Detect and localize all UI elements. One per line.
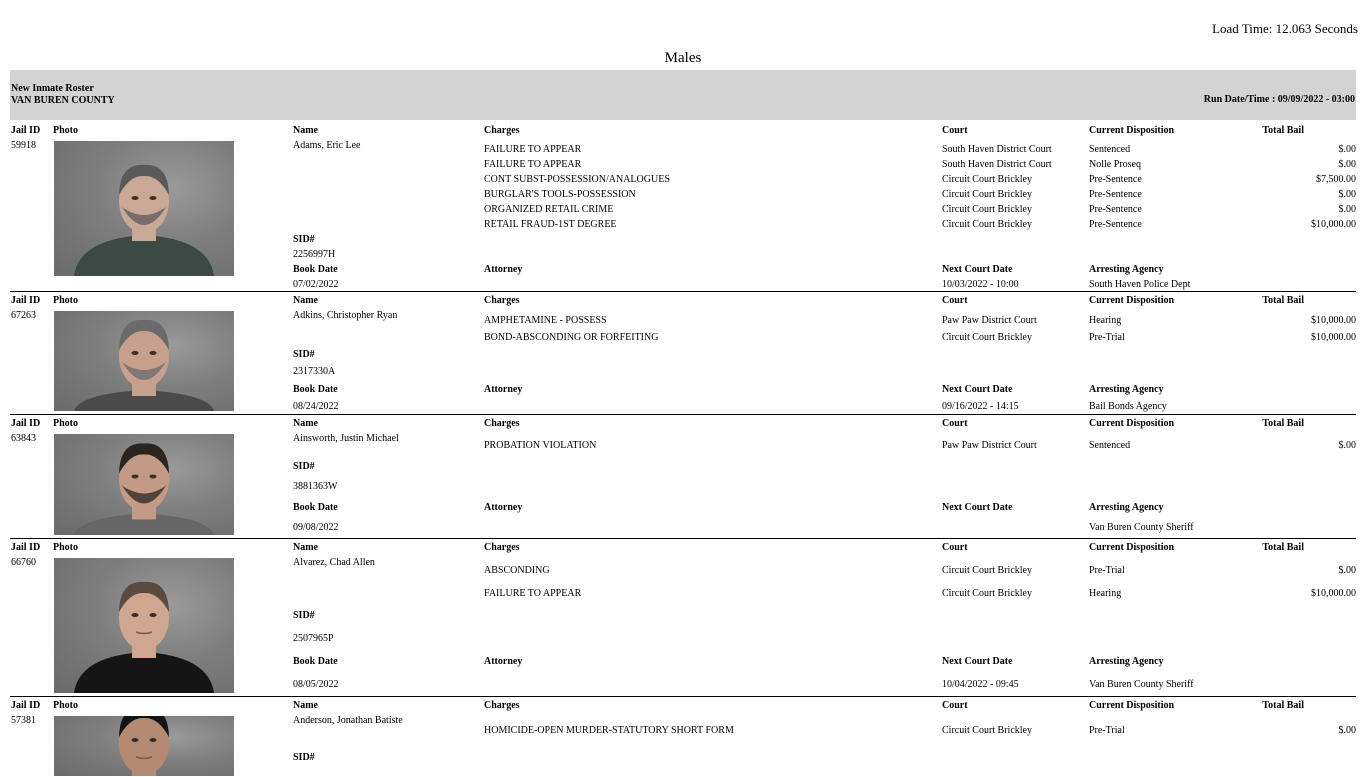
jail-id-header: Jail ID <box>11 418 41 429</box>
charges-header: Charges <box>484 700 520 711</box>
charge-court: Circuit Court Brickley <box>942 725 1032 736</box>
sid-header: SID# <box>293 752 315 763</box>
book-date-header: Book Date <box>293 384 338 395</box>
sid-number: 2507965P <box>293 633 334 644</box>
arresting-agency-header: Arresting Agency <box>1089 264 1164 275</box>
total-bail-header: Total Bail <box>1262 295 1304 306</box>
jail-id-header: Jail ID <box>11 295 41 306</box>
inmate-name: Alvarez, Chad Allen <box>293 557 375 568</box>
charge-description: CONT SUBST-POSSESSION/ANALOGUES <box>484 174 670 185</box>
charge-disposition: Pre-Sentence <box>1089 174 1142 185</box>
charge-description: ORGANIZED RETAIL CRIME <box>484 204 614 215</box>
photo-header: Photo <box>53 700 78 711</box>
charge-disposition: Pre-Sentence <box>1089 189 1142 200</box>
inmate-name: Adams, Eric Lee <box>293 140 361 151</box>
jail-id: 67263 <box>11 310 36 321</box>
attorney-header: Attorney <box>484 384 523 395</box>
arresting-agency-header: Arresting Agency <box>1089 384 1164 395</box>
inmate-record <box>10 292 1356 415</box>
photo-header: Photo <box>53 125 78 136</box>
charge-bail: $7,500.00 <box>1316 174 1356 185</box>
disposition-header: Current Disposition <box>1089 418 1175 429</box>
jail-id-header: Jail ID <box>11 542 41 553</box>
photo-header: Photo <box>53 418 78 429</box>
charge-court: Circuit Court Brickley <box>942 174 1032 185</box>
inmate-record <box>10 122 1356 292</box>
charge-disposition: Sentenced <box>1089 440 1131 451</box>
charge-disposition: Sentenced <box>1089 144 1131 155</box>
jail-id: 66760 <box>11 557 36 568</box>
charge-disposition: Hearing <box>1089 588 1122 599</box>
charges-header: Charges <box>484 125 520 136</box>
arresting-agency: Van Buren County Sheriff <box>1089 522 1194 533</box>
book-date-header: Book Date <box>293 264 338 275</box>
inmate-photo <box>54 434 234 535</box>
charge-bail: $.00 <box>1338 189 1356 200</box>
disposition-header: Current Disposition <box>1089 125 1175 136</box>
charge-description: BOND-ABSCONDING OR FORFEITING <box>484 332 659 343</box>
total-bail-header: Total Bail <box>1262 418 1304 429</box>
disposition-header: Current Disposition <box>1089 542 1175 553</box>
arresting-agency: Van Buren County Sheriff <box>1089 679 1194 690</box>
charges-header: Charges <box>484 542 520 553</box>
next-court-date-header: Next Court Date <box>942 384 1013 395</box>
name-header: Name <box>293 542 318 553</box>
next-court-date-header: Next Court Date <box>942 656 1013 667</box>
court-header: Court <box>942 700 968 711</box>
charge-description: FAILURE TO APPEAR <box>484 144 582 155</box>
charge-bail: $10,000.00 <box>1311 588 1356 599</box>
name-header: Name <box>293 418 318 429</box>
disposition-header: Current Disposition <box>1089 295 1175 306</box>
charge-description: PROBATION VIOLATION <box>484 440 597 451</box>
charges-header: Charges <box>484 418 520 429</box>
charge-court: Paw Paw District Court <box>942 440 1037 451</box>
photo-header: Photo <box>53 295 78 306</box>
charge-description: FAILURE TO APPEAR <box>484 159 582 170</box>
arresting-agency: South Haven Police Dept <box>1089 279 1191 290</box>
charge-court: Circuit Court Brickley <box>942 219 1032 230</box>
disposition-header: Current Disposition <box>1089 700 1175 711</box>
book-date: 07/02/2022 <box>293 279 339 290</box>
roster-title: New Inmate Roster <box>11 83 94 94</box>
charge-bail: $10,000.00 <box>1311 332 1356 343</box>
book-date: 09/08/2022 <box>293 522 339 533</box>
sid-number: 3881363W <box>293 481 338 492</box>
charge-bail: $.00 <box>1338 725 1356 736</box>
charge-court: Circuit Court Brickley <box>942 189 1032 200</box>
sid-number: 2317330A <box>293 366 336 377</box>
court-header: Court <box>942 542 968 553</box>
next-court-date: 10/03/2022 - 10:00 <box>942 279 1019 290</box>
charge-disposition: Hearing <box>1089 315 1122 326</box>
attorney-header: Attorney <box>484 656 523 667</box>
inmate-record <box>10 697 1356 777</box>
court-header: Court <box>942 295 968 306</box>
sid-header: SID# <box>293 610 315 621</box>
next-court-date-header: Next Court Date <box>942 502 1013 513</box>
charge-disposition: Pre-Sentence <box>1089 219 1142 230</box>
arresting-agency: Bail Bonds Agency <box>1089 401 1167 412</box>
inmate-name: Ainsworth, Justin Michael <box>293 433 399 444</box>
charge-bail: $10,000.00 <box>1311 219 1356 230</box>
book-date-header: Book Date <box>293 656 338 667</box>
charge-bail: $.00 <box>1338 204 1356 215</box>
court-header: Court <box>942 125 968 136</box>
charge-bail: $.00 <box>1338 440 1356 451</box>
section-title: Males <box>664 50 702 66</box>
court-header: Court <box>942 418 968 429</box>
inmate-name: Anderson, Jonathan Batiste <box>293 715 403 726</box>
jail-id-header: Jail ID <box>11 700 41 711</box>
total-bail-header: Total Bail <box>1262 542 1304 553</box>
charge-bail: $.00 <box>1338 565 1356 576</box>
charge-disposition: Pre-Sentence <box>1089 204 1142 215</box>
name-header: Name <box>293 295 318 306</box>
charge-court: Circuit Court Brickley <box>942 204 1032 215</box>
charge-bail: $.00 <box>1338 144 1356 155</box>
book-date: 08/24/2022 <box>293 401 339 412</box>
total-bail-header: Total Bail <box>1262 700 1304 711</box>
photo-header: Photo <box>53 542 78 553</box>
next-court-date: 10/04/2022 - 09:45 <box>942 679 1019 690</box>
load-time: Load Time: 12.063 Seconds <box>1212 21 1358 36</box>
charge-description: FAILURE TO APPEAR <box>484 588 582 599</box>
inmate-photo <box>54 311 234 411</box>
charge-court: South Haven District Court <box>942 144 1052 155</box>
charge-disposition: Pre-Trial <box>1089 725 1125 736</box>
sid-number: 2256997H <box>293 249 336 260</box>
charge-description: BURGLAR'S TOOLS-POSSESSION <box>484 189 636 200</box>
jail-id-header: Jail ID <box>11 125 41 136</box>
roster-county: VAN BUREN COUNTY <box>11 95 115 106</box>
roster-banner <box>10 70 1356 120</box>
charge-disposition: Pre-Trial <box>1089 332 1125 343</box>
arresting-agency-header: Arresting Agency <box>1089 656 1164 667</box>
roster-heading <box>11 83 115 107</box>
name-header: Name <box>293 700 318 711</box>
charge-court: South Haven District Court <box>942 159 1052 170</box>
total-bail-header: Total Bail <box>1262 125 1304 136</box>
charges-header: Charges <box>484 295 520 306</box>
name-header: Name <box>293 125 318 136</box>
inmate-record <box>10 415 1356 539</box>
charge-description: HOMICIDE-OPEN MURDER-STATUTORY SHORT FORM <box>484 725 734 736</box>
next-court-date: 09/16/2022 - 14:15 <box>942 401 1019 412</box>
inmate-photo <box>54 716 234 776</box>
charge-bail: $10,000.00 <box>1311 315 1356 326</box>
book-date-header: Book Date <box>293 502 338 513</box>
attorney-header: Attorney <box>484 502 523 513</box>
charge-disposition: Nolle Proseq <box>1089 159 1141 170</box>
charge-court: Circuit Court Brickley <box>942 588 1032 599</box>
charge-court: Circuit Court Brickley <box>942 565 1032 576</box>
charge-court: Circuit Court Brickley <box>942 332 1032 343</box>
sid-header: SID# <box>293 234 315 245</box>
inmate-name: Adkins, Christopher Ryan <box>293 310 398 321</box>
charge-description: RETAIL FRAUD-1ST DEGREE <box>484 219 617 230</box>
charge-description: ABSCONDING <box>484 565 550 576</box>
jail-id: 59918 <box>11 140 36 151</box>
next-court-date-header: Next Court Date <box>942 264 1013 275</box>
attorney-header: Attorney <box>484 264 523 275</box>
jail-id: 57381 <box>11 715 36 726</box>
run-date-time: Run Date/Time : 09/09/2022 - 03:00 <box>1203 94 1355 105</box>
inmate-record <box>10 539 1356 697</box>
charge-bail: $.00 <box>1338 159 1356 170</box>
charge-description: AMPHETAMINE - POSSESS <box>484 315 607 326</box>
book-date: 08/05/2022 <box>293 679 339 690</box>
charge-court: Paw Paw District Court <box>942 315 1037 326</box>
sid-header: SID# <box>293 461 315 472</box>
sid-header: SID# <box>293 349 315 360</box>
jail-id: 63843 <box>11 433 36 444</box>
inmate-photo <box>54 558 234 693</box>
arresting-agency-header: Arresting Agency <box>1089 502 1164 513</box>
charge-disposition: Pre-Trial <box>1089 565 1125 576</box>
inmate-photo <box>54 141 234 276</box>
